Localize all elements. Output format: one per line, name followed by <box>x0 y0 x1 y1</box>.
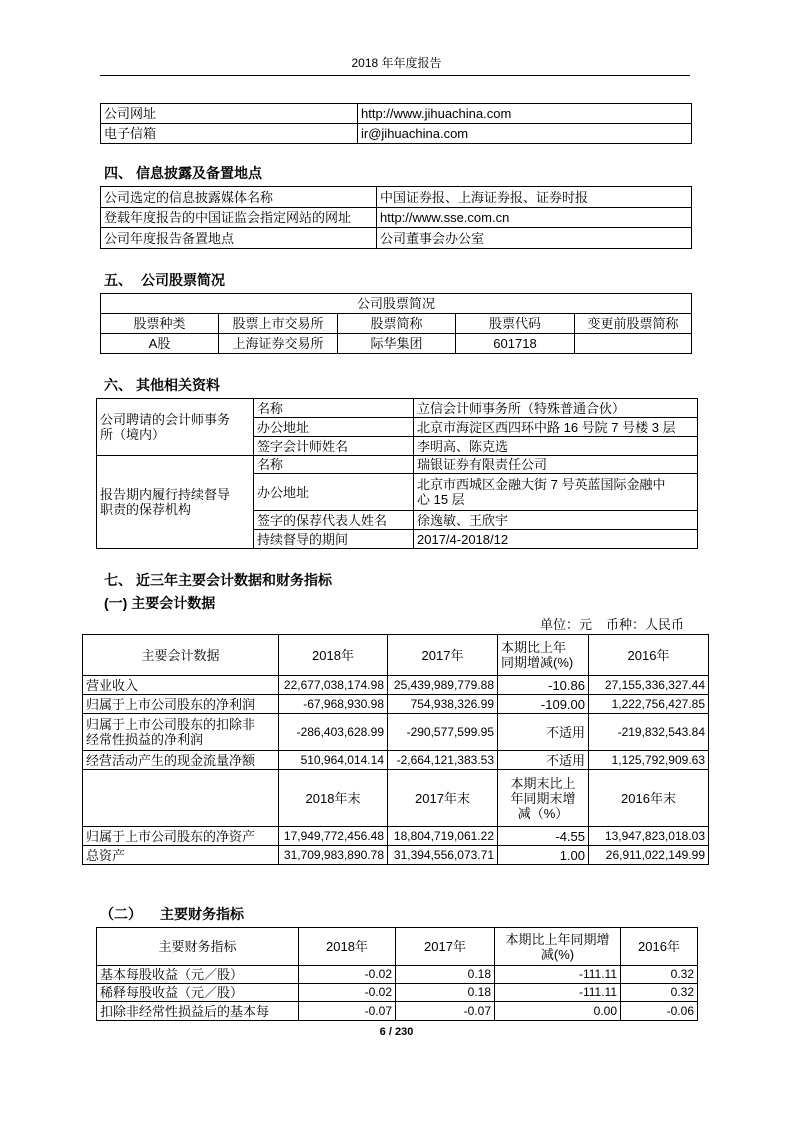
value-2017: -290,577,599.95 <box>388 714 498 751</box>
column-header: 2016年 <box>589 635 709 676</box>
section-title: 近三年主要会计数据和财务指标 <box>136 572 332 588</box>
field-label: 办公地址 <box>254 418 414 437</box>
column-header: 本期比上年同期增 减(%) <box>495 928 621 966</box>
row-label: 公司选定的信息披露媒体名称 <box>101 187 377 208</box>
stock-exchange: 上海证券交易所 <box>219 334 338 354</box>
value-2016: 26,911,022,149.99 <box>589 846 709 865</box>
field-label: 签字会计师姓名 <box>254 437 414 456</box>
row-label: 营业收入 <box>83 676 279 695</box>
value-change: -4.55 <box>498 827 589 846</box>
row-label: 基本每股收益（元／股） <box>97 966 299 984</box>
stock-code: 601718 <box>456 334 575 354</box>
stock-type: A股 <box>101 334 219 354</box>
column-header: 2017年末 <box>388 770 498 827</box>
value-2016: 0.32 <box>621 966 698 984</box>
section-number: 七、 <box>104 572 132 588</box>
value-2016: -219,832,543.84 <box>589 714 709 751</box>
section-title: 公司股票简况 <box>141 272 225 288</box>
column-header: 2016年末 <box>589 770 709 827</box>
section-heading-disclosure <box>104 165 262 181</box>
contact-label: 公司网址 <box>101 104 358 124</box>
value-change: 0.00 <box>495 1002 621 1021</box>
value-change: -10.86 <box>498 676 589 695</box>
currency-label: 币种：人民币 <box>606 617 685 632</box>
header-row-year-end <box>83 770 709 827</box>
row-label: 扣除非经常性损益后的基本每 <box>97 1002 299 1021</box>
unit-label: 单位：元 <box>540 617 593 632</box>
value-2016: 0.32 <box>621 984 698 1002</box>
row-label: 归属于上市公司股东的扣除非 经常性损益的净利润 <box>83 714 279 751</box>
table-row <box>97 984 698 1002</box>
section-title: 主要财务指标 <box>160 906 244 922</box>
table-row <box>101 228 692 249</box>
section-heading-other <box>104 377 220 393</box>
row-value: http://www.sse.com.cn <box>377 208 692 228</box>
value-2016: 13,947,823,018.03 <box>589 827 709 846</box>
row-label: 稀释每股收益（元／股） <box>97 984 299 1002</box>
field-label: 名称 <box>254 456 414 474</box>
table-row <box>83 846 709 865</box>
auditor-label: 公司聘请的会计师事务 所（境内） <box>97 399 254 456</box>
row-label: 归属于上市公司股东的净利润 <box>83 695 279 714</box>
value-2018: 31,709,983,890.78 <box>279 846 388 865</box>
column-header: 股票上市交易所 <box>219 314 338 334</box>
contact-label: 电子信箱 <box>101 124 358 144</box>
empty-header-cell <box>83 770 279 827</box>
field-label: 办公地址 <box>254 474 414 511</box>
column-header: 变更前股票简称 <box>575 314 692 334</box>
stock-data-row <box>101 334 692 354</box>
value-change: -111.11 <box>495 984 621 1002</box>
field-value: 北京市西城区金融大街 7 号英蓝国际金融中 心 15 层 <box>414 474 698 511</box>
value-change: -109.00 <box>498 695 589 714</box>
column-header: 主要会计数据 <box>83 635 279 676</box>
column-header: 主要财务指标 <box>97 928 299 966</box>
value-2017: -0.07 <box>396 1002 495 1021</box>
section-number: （二） <box>100 906 142 922</box>
running-header-title: 2018 年年度报告 <box>351 56 442 70</box>
section-heading-financial <box>104 572 332 588</box>
value-2017: 754,938,326.99 <box>388 695 498 714</box>
field-value: 李明高、陈克选 <box>414 437 698 456</box>
field-value: 2017/4-2018/12 <box>414 530 698 549</box>
contact-table <box>100 103 692 144</box>
value-2018: -0.02 <box>299 966 396 984</box>
value-change: 不适用 <box>498 714 589 751</box>
table-row <box>97 966 698 984</box>
column-header: 本期末比上 年同期末增 减（%） <box>498 770 589 827</box>
row-value: 中国证券报、上海证券报、证券时报 <box>377 187 692 208</box>
value-2018: -286,403,628.99 <box>279 714 388 751</box>
row-label: 登载年度报告的中国证监会指定网站的网址 <box>101 208 377 228</box>
field-value: 立信会计师事务所（特殊普通合伙） <box>414 399 698 418</box>
value-2017: 0.18 <box>396 984 495 1002</box>
value-2018: -0.02 <box>299 984 396 1002</box>
subsection-heading-indicators <box>100 906 244 922</box>
stock-header-row <box>101 314 692 334</box>
table-row <box>83 676 709 695</box>
value-2017: 31,394,556,073.71 <box>388 846 498 865</box>
column-header: 2018年末 <box>279 770 388 827</box>
header-rule <box>100 75 690 76</box>
section-title: 其他相关资料 <box>136 377 220 393</box>
value-2018: 510,964,014.14 <box>279 751 388 770</box>
website-value: http://www.jihuachina.com <box>358 104 692 124</box>
field-label: 名称 <box>254 399 414 418</box>
table-row <box>83 827 709 846</box>
table-row <box>83 695 709 714</box>
value-2017: 0.18 <box>396 966 495 984</box>
table-row <box>97 456 698 474</box>
header-row <box>83 635 709 676</box>
sponsor-label: 报告期内履行持续督导 职责的保荐机构 <box>97 456 254 549</box>
value-2016: 1,222,756,427.85 <box>589 695 709 714</box>
value-2018: -67,968,930.98 <box>279 695 388 714</box>
column-header: 股票种类 <box>101 314 219 334</box>
stock-caption: 公司股票简况 <box>101 294 692 314</box>
row-label: 公司年度报告备置地点 <box>101 228 377 249</box>
column-header: 2017年 <box>388 635 498 676</box>
section-number: 六、 <box>104 377 132 393</box>
table-row <box>83 714 709 751</box>
section-title: 信息披露及备置地点 <box>136 165 262 181</box>
value-2017: 18,804,719,061.22 <box>388 827 498 846</box>
value-change: 1.00 <box>498 846 589 865</box>
value-2016: 27,155,336,327.44 <box>589 676 709 695</box>
column-header: 2018年 <box>279 635 388 676</box>
column-header: 2018年 <box>299 928 396 966</box>
row-label: 经营活动产生的现金流量净额 <box>83 751 279 770</box>
column-header: 2016年 <box>621 928 698 966</box>
stock-table <box>100 293 692 354</box>
field-value: 徐逸敏、王欣宇 <box>414 511 698 530</box>
value-change: -111.11 <box>495 966 621 984</box>
header-row <box>97 928 698 966</box>
value-2018: 17,949,772,456.48 <box>279 827 388 846</box>
column-header: 股票简称 <box>338 314 456 334</box>
column-header: 本期比上年 同期增减(%) <box>498 635 589 676</box>
row-label: 总资产 <box>83 846 279 865</box>
field-value: 瑞银证券有限责任公司 <box>414 456 698 474</box>
column-header: 2017年 <box>396 928 495 966</box>
financial-indicators-table <box>96 927 698 1021</box>
stock-short-name: 际华集团 <box>338 334 456 354</box>
contact-row-email <box>101 124 692 144</box>
value-2016: 1,125,792,909.63 <box>589 751 709 770</box>
value-2018: -0.07 <box>299 1002 396 1021</box>
accounting-data-table <box>82 634 709 865</box>
row-label: 归属于上市公司股东的净资产 <box>83 827 279 846</box>
table-row <box>101 208 692 228</box>
field-label: 持续督导的期间 <box>254 530 414 549</box>
value-2016: -0.06 <box>621 1002 698 1021</box>
disclosure-table <box>100 186 692 249</box>
table-row <box>97 1002 698 1021</box>
page-number: 6 / 230 <box>379 1026 414 1038</box>
value-2017: -2,664,121,383.53 <box>388 751 498 770</box>
stock-previous-name <box>575 334 692 354</box>
field-label: 签字的保荐代表人姓名 <box>254 511 414 530</box>
table-row <box>97 399 698 418</box>
section-heading-stock <box>104 272 225 288</box>
section-number: 四、 <box>104 165 132 181</box>
value-2018: 22,677,038,174.98 <box>279 676 388 695</box>
subsection-heading-accounting-data: (一) 主要会计数据 <box>104 595 216 611</box>
contact-row-website <box>101 104 692 124</box>
other-info-table <box>96 398 698 549</box>
section-number: 五、 <box>104 272 132 288</box>
row-value: 公司董事会办公室 <box>377 228 692 249</box>
table-row <box>101 187 692 208</box>
value-2017: 25,439,989,779.88 <box>388 676 498 695</box>
column-header: 股票代码 <box>456 314 575 334</box>
stock-caption-row <box>101 294 692 314</box>
field-value: 北京市海淀区西四环中路 16 号院 7 号楼 3 层 <box>414 418 698 437</box>
email-value: ir@jihuachina.com <box>358 124 692 144</box>
value-change: 不适用 <box>498 751 589 770</box>
table-row <box>83 751 709 770</box>
